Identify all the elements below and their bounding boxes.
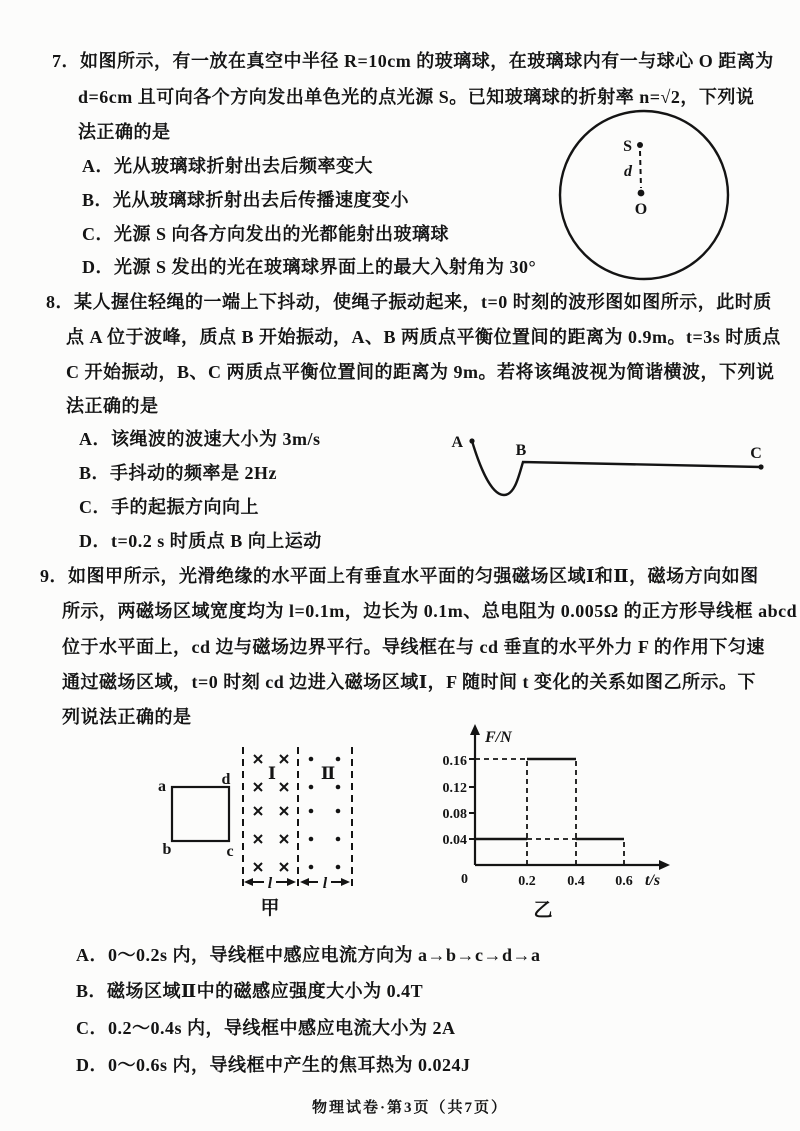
y-tick-008: 0.08 <box>442 807 467 822</box>
region-2-label: Ⅱ <box>320 764 336 783</box>
corner-label-a: a <box>158 778 166 795</box>
label-distance-d: d <box>624 163 632 180</box>
graph-dashed-guides <box>475 759 624 865</box>
y-axis-label: F/N <box>485 729 512 746</box>
distance-dashed-line <box>640 151 641 188</box>
question-7-line-3: 法正确的是 <box>78 122 171 142</box>
corner-label-d: d <box>221 771 231 788</box>
question-8-option-b: B．手抖动的频率是 2Hz <box>79 463 277 483</box>
question-7-option-d: D．光源 S 发出的光在玻璃球界面上的最大入射角为 30° <box>82 257 537 277</box>
label-point-a: A <box>451 434 463 451</box>
figure-q9-yi-force-time-graph <box>438 722 688 922</box>
label-center-o: O <box>634 201 648 218</box>
question-7-option-a: A．光从玻璃球折射出去后频率变大 <box>82 156 373 176</box>
question-8-line-3: C 开始振动，B、C 两质点平衡位置间的距离为 9m。若将该绳波视为简谐横波，下列说 <box>66 362 775 382</box>
y-tick-012: 0.12 <box>442 781 467 796</box>
force-step-line <box>475 759 624 839</box>
figure-q8-rope-wave <box>445 425 775 515</box>
region-1-label: Ⅰ <box>268 764 276 783</box>
question-8-option-c: C．手的起振方向向上 <box>79 497 259 517</box>
width-label-2: l <box>322 875 328 892</box>
question-8-line-4: 法正确的是 <box>66 396 159 416</box>
y-tick-004: 0.04 <box>442 833 467 848</box>
question-9-option-c: C．0.2～0.4s 内，导线框中感应电流大小为 2A <box>76 1018 456 1038</box>
question-9-option-a: A．0～0.2s 内，导线框中感应电流方向为 a→b→c→d→a <box>76 945 541 965</box>
figure-q7-glass-sphere <box>548 104 748 294</box>
origin-label: 0 <box>461 872 468 887</box>
label-source-s: S <box>623 138 632 155</box>
question-7-option-b: B．光从玻璃球折射出去后传播速度变小 <box>82 190 410 210</box>
question-7-option-c: C．光源 S 向各方向发出的光都能射出玻璃球 <box>82 224 450 244</box>
question-8-option-d: D．t=0.2 s 时质点 B 向上运动 <box>79 531 322 551</box>
question-9-option-b: B．磁场区域Ⅱ中的磁感应强度大小为 0.4T <box>76 981 424 1001</box>
point-c-dot <box>758 464 763 469</box>
page-footer: 物理试卷·第3页（共7页） <box>312 1100 509 1116</box>
question-9-option-d: D．0～0.6s 内，导线框中产生的焦耳热为 0.024J <box>76 1055 471 1075</box>
question-8-option-a: A．该绳波的波速大小为 3m/s <box>79 429 321 449</box>
x-axis-label: t/s <box>645 872 661 889</box>
label-point-b: B <box>515 442 527 459</box>
figure-yi-caption: 乙 <box>533 900 553 921</box>
question-7-line-2: d=6cm 且可向各个方向发出单色光的点光源 S。已知玻璃球的折射率 n=√2，下列说 <box>78 87 755 107</box>
x-tick-02: 0.2 <box>518 874 536 889</box>
corner-label-b: b <box>162 841 172 858</box>
y-tick-016: 0.16 <box>442 754 467 769</box>
question-8-line-2: 点 A 位于波峰，质点 B 开始振动，A、B 两质点平衡位置间的距离为 0.9m。t=3s 时质点 <box>66 327 781 347</box>
label-point-c: C <box>750 445 762 462</box>
question-9-line-1: 9．如图甲所示，光滑绝缘的水平面上有垂直水平面的匀强磁场区域Ⅰ和Ⅱ，磁场方向如图 <box>40 566 759 586</box>
x-tick-04: 0.4 <box>567 874 585 889</box>
corner-label-c: c <box>226 843 234 860</box>
figure-q9-jia-field-regions <box>150 738 420 918</box>
width-label-1: l <box>267 875 273 892</box>
center-dot <box>638 190 645 197</box>
point-source-dot <box>637 142 643 148</box>
question-9-line-2: 所示，两磁场区域宽度均为 l=0.1m，边长为 0.1m、总电阻为 0.005Ω 的正方形导线框 abcd <box>62 601 798 621</box>
question-7-line-1: 7．如图所示，有一放在真空中半径 R=10cm 的玻璃球，在玻璃球内有一与球心 O 距离为 <box>52 51 774 71</box>
question-9-line-4: 通过磁场区域，t=0 时刻 cd 边进入磁场区域Ⅰ，F 随时间 t 变化的关系如图乙所示。下 <box>62 672 756 692</box>
wire-frame-abcd <box>172 787 229 841</box>
question-9-line-5: 列说法正确的是 <box>62 707 192 727</box>
question-8-line-1: 8．某人握住轻绳的一端上下抖动，使绳子振动起来，t=0 时刻的波形图如图所示，此时质 <box>46 292 772 312</box>
glass-sphere-outline <box>560 111 728 279</box>
x-tick-06: 0.6 <box>615 874 633 889</box>
question-9-line-3: 位于水平面上，cd 边与磁场边界平行。导线框在与 cd 垂直的水平外力 F 的作用下匀速 <box>62 637 765 657</box>
figure-jia-caption: 甲 <box>260 898 280 919</box>
